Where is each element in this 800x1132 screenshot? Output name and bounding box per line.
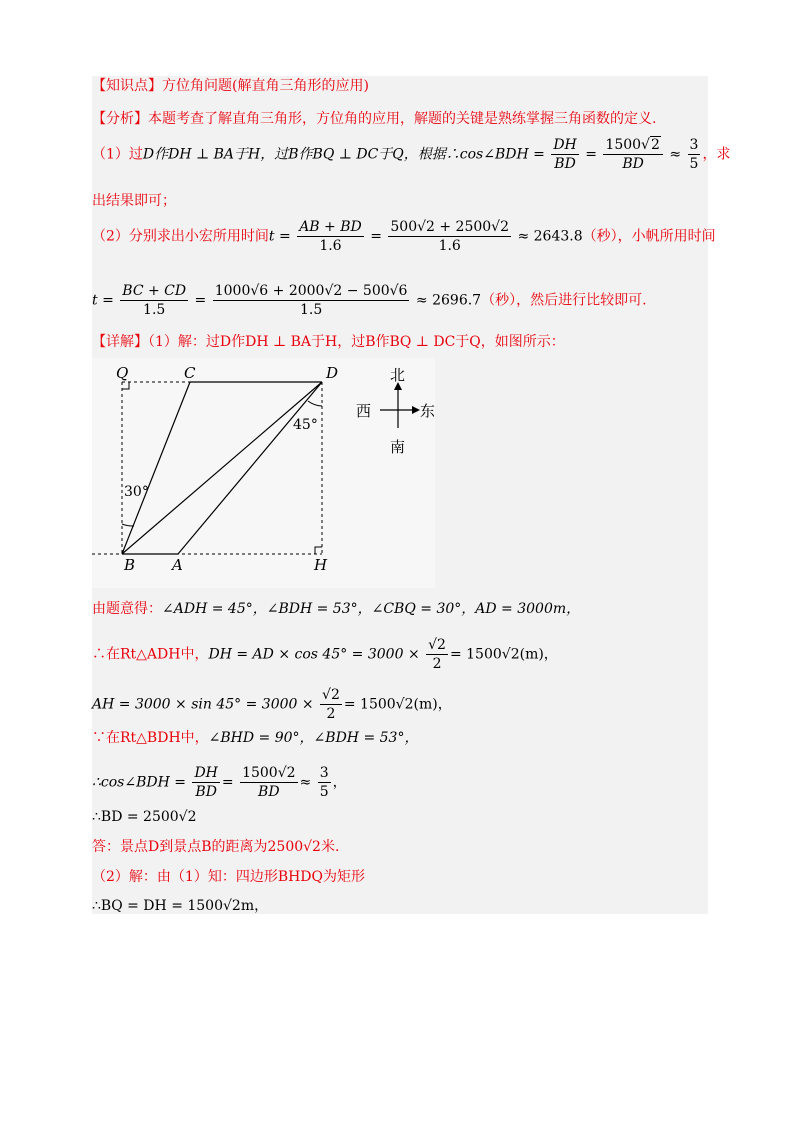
fraction-1500r2-bd: $\frac{1500√2}{BD}$ [603, 136, 662, 173]
fraction-cos-3-5: $\frac{3}{5}$ [319, 765, 329, 800]
compass-east-arrow [412, 406, 420, 414]
bd-line: ∴BD = 2500√2 [92, 809, 197, 825]
analysis-line [92, 110, 656, 128]
label-angle-45: 45° [293, 417, 318, 433]
label-east: 东 [420, 402, 435, 420]
part2-line: （2）解：由（1）知：四边形BHDQ为矩形 [92, 869, 366, 885]
label-west: 西 [356, 402, 372, 420]
analysis-step2-cont: t = $\frac{BC + CD}{1.5}$ = $\frac{1000√6 + 2000√2 - 500√6}{1.5}$ ≈ 2696.7（秒），然后进行比较即可. [92, 283, 647, 318]
label-south: 南 [390, 438, 406, 456]
label-h: H [314, 556, 328, 574]
dh-line: ∴在Rt△ADH中，DH = AD × cos 45° = 3000 × $\frac{√2}{2}$ = 1500√2(m)， [92, 637, 558, 672]
bq-line: ∴BQ = DH = 1500√2m， [92, 898, 269, 914]
angle-arc-45 [308, 401, 322, 406]
detail-line [92, 333, 565, 351]
analysis-step1-cont: 出结果即可； [92, 193, 176, 209]
geometry-svg [92, 358, 435, 588]
label-q: Q [116, 364, 129, 382]
right-angle-h [315, 547, 322, 554]
line-bd [122, 382, 322, 554]
fraction-r2-2-b: $\frac{√2}{2}$ [322, 687, 340, 722]
rt-line: ∵在Rt△BDH中，∠BHD = 90°，∠BDH = 53°， [92, 730, 419, 746]
label-a: A [172, 556, 183, 574]
fraction-cos-1500: $\frac{1500√2}{BD}$ [242, 765, 296, 800]
knowledge-tag: 【知识点】 [92, 78, 162, 94]
analysis-text: 本题考查了解直角三角形，方位角的应用，解题的关键是熟练掌握三角函数的定义. [148, 111, 657, 127]
fraction-r2-2-a: $\frac{√2}{2}$ [428, 637, 446, 672]
fraction-time-xiaohong: $\frac{500√2 + 2500√2}{1.6}$ [390, 219, 510, 254]
geometry-figure [92, 358, 435, 588]
fraction-cos-dh-bd: $\frac{DH}{BD}$ [194, 765, 218, 800]
angle-arc-30 [122, 524, 134, 526]
analysis-tag: 【分析】 [92, 111, 148, 127]
label-c: C [184, 364, 196, 382]
fraction-time-xiaofan: $\frac{1000√6 + 2000√2 - 500√6}{1.5}$ [214, 283, 408, 318]
label-d: D [326, 364, 339, 382]
label-b: B [124, 556, 136, 574]
knowledge-text: 方位角问题(解直角三角形的应用) [162, 78, 369, 94]
answer-line: 答：景点D到景点B的距离为2500√2米. [92, 839, 340, 855]
knowledge-line [92, 77, 369, 95]
cos-line: ∴cos∠BDH = $\frac{DH}{BD}$ = $\frac{1500√2}{BD}$ ≈ $\frac{3}{5}$ ， [92, 765, 347, 800]
analysis-step1: （1）过D作DH ⊥ BA于H，过B作BQ ⊥ DC于Q，根据∴cos∠BDH = $\frac{DH}{BD}$ = $\frac{1500√2}{BD}$ ≈ $\frac{3}{5}$ ，求 [92, 137, 731, 172]
fraction-dh-bd: $\frac{DH}{BD}$ [553, 137, 577, 172]
given-line: 由题意得：∠ADH = 45°，∠BDH = 53°，∠CBQ = 30°，AD = 3000m， [92, 601, 581, 617]
fraction-ab-bd: $\frac{AB + BD}{1.6}$ [299, 219, 362, 254]
label-north: 北 [390, 366, 406, 384]
analysis-step2: （2）分别求出小宏所用时间t = $\frac{AB + BD}{1.6}$ = $\frac{500√2 + 2500√2}{1.6}$ ≈ 2643.8（秒），小帆所用时间 [92, 219, 716, 254]
detail-text: （1）解：过D作DH ⊥ BA于H，过B作BQ ⊥ DC于Q，如图所示： [148, 334, 565, 350]
fraction-3-5: $\frac{3}{5}$ [689, 137, 699, 172]
line-bc [122, 382, 190, 554]
right-angle-q [122, 382, 129, 389]
label-angle-30: 30° [124, 484, 149, 500]
detail-tag: 【详解】 [92, 334, 148, 350]
ah-line: AH = 3000 × sin 45° = 3000 × $\frac{√2}{2}$ = 1500√2(m)， [92, 687, 452, 722]
line-ad [178, 382, 322, 554]
fraction-bc-cd: $\frac{BC + CD}{1.5}$ [122, 283, 187, 318]
